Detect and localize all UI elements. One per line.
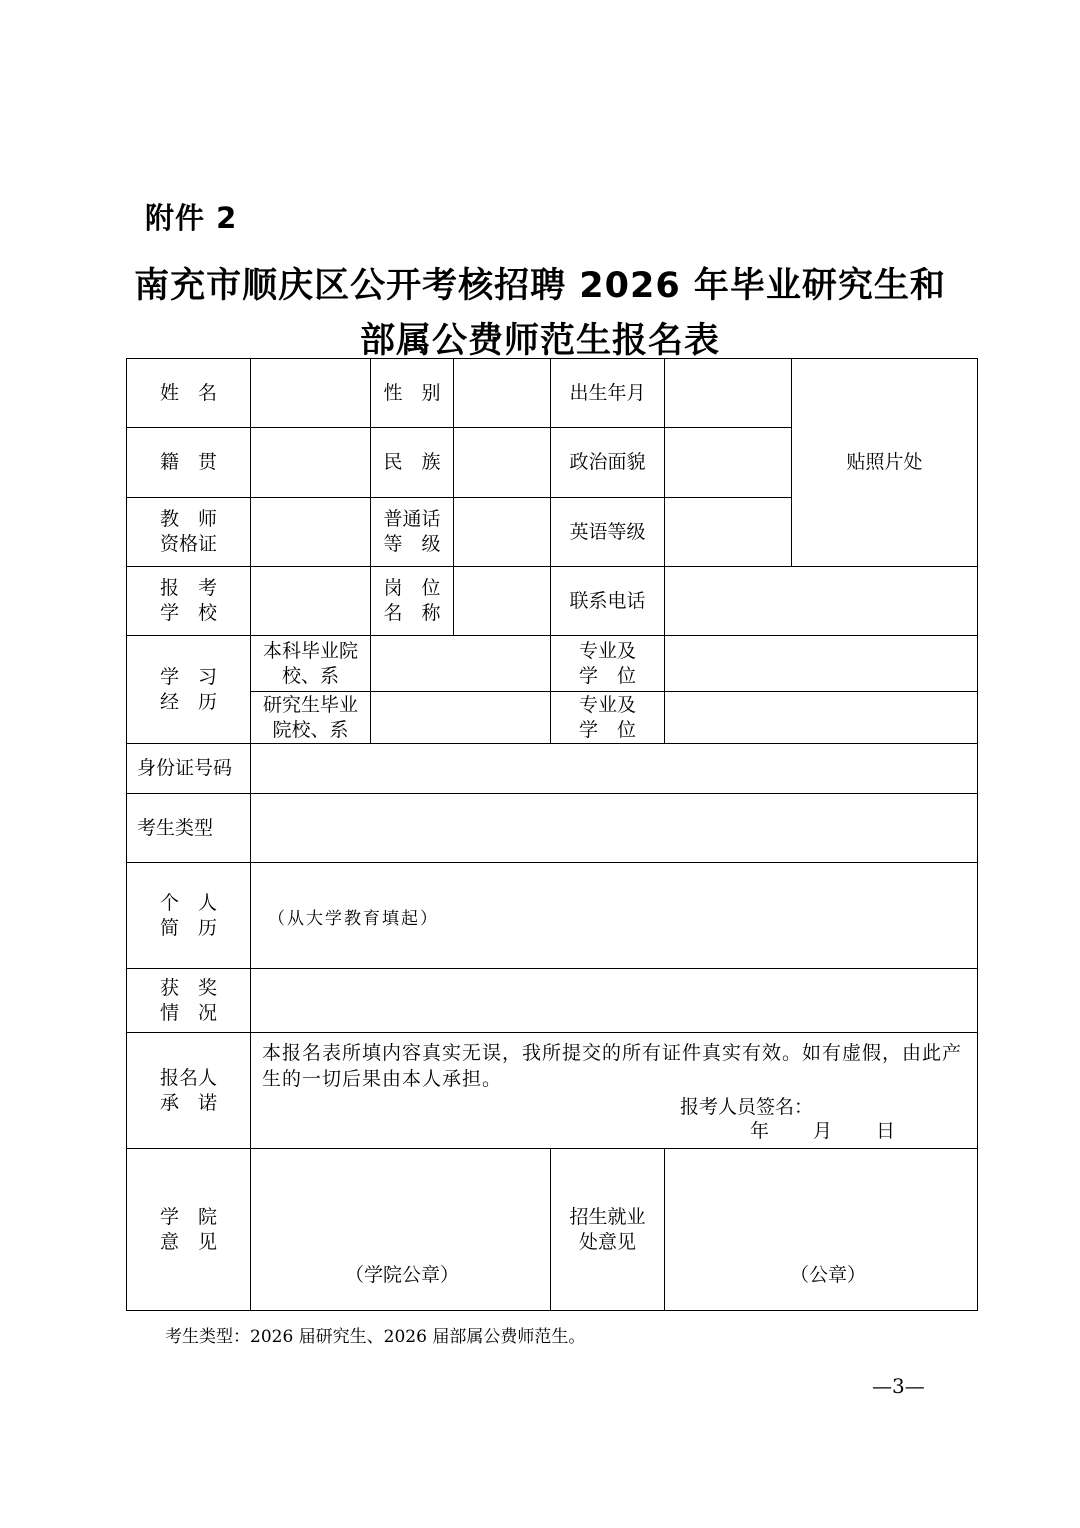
college-seal-label: （学院公章） xyxy=(345,1264,460,1286)
grad-label-cell: 研究生毕业 院校、系 xyxy=(250,691,371,744)
employment-opinion-label-cell: 招生就业 处意见 xyxy=(550,1148,665,1311)
awards-input[interactable] xyxy=(250,968,978,1033)
mandarin-label-cell: 普通话 等 级 xyxy=(370,497,454,567)
native-place-input[interactable] xyxy=(250,427,371,498)
phone-label-cell: 联系电话 xyxy=(550,566,665,636)
resume-hint: （从大学教育填起） xyxy=(268,909,439,929)
phone-input[interactable] xyxy=(664,566,978,636)
major1-input[interactable] xyxy=(664,635,978,692)
study-label-cell: 学 习 经 历 xyxy=(126,635,251,744)
teacher-cert-label-cell: 教 师 资格证 xyxy=(126,497,251,567)
native-place-label-cell: 籍 贯 xyxy=(126,427,251,498)
gender-input[interactable] xyxy=(453,358,551,428)
footnote: 考生类型：2026 届研究生、2026 届部属公费师范生。 xyxy=(165,1327,586,1347)
major2-input[interactable] xyxy=(664,691,978,744)
form-title-line2: 部属公费师范生报名表 xyxy=(359,321,720,361)
employment-seal-label: （公章） xyxy=(790,1264,867,1286)
name-label-cell: 姓 名 xyxy=(126,358,251,428)
position-input[interactable] xyxy=(453,566,551,636)
name-input[interactable] xyxy=(250,358,371,428)
photo-area[interactable]: 贴照片处 xyxy=(791,358,978,567)
major2-label-cell: 专业及 学 位 xyxy=(550,691,665,744)
grad-input[interactable] xyxy=(370,691,551,744)
english-label-cell: 英语等级 xyxy=(550,497,665,567)
resume-label-cell: 个 人 简 历 xyxy=(126,862,251,969)
undergrad-input[interactable] xyxy=(370,635,551,692)
school-applied-label-cell: 报 考 学 校 xyxy=(126,566,251,636)
signature-label: 报考人员签名： xyxy=(680,1096,814,1118)
undergrad-label-cell: 本科毕业院 校、系 xyxy=(250,635,371,692)
awards-label-cell: 获 奖 情 况 xyxy=(126,968,251,1033)
political-input[interactable] xyxy=(664,427,792,498)
promise-label-cell: 报名人 承 诺 xyxy=(126,1032,251,1149)
page-number: —3— xyxy=(872,1374,925,1398)
major1-label-cell: 专业及 学 位 xyxy=(550,635,665,692)
id-number-label-cell: 身份证号码 xyxy=(126,743,251,794)
english-input[interactable] xyxy=(664,497,792,567)
birth-input[interactable] xyxy=(664,358,792,428)
candidate-type-label-cell: 考生类型 xyxy=(126,793,251,863)
teacher-cert-input[interactable] xyxy=(250,497,371,567)
ethnicity-input[interactable] xyxy=(453,427,551,498)
ethnicity-label-cell: 民 族 xyxy=(370,427,454,498)
birth-label-cell: 出生年月 xyxy=(550,358,665,428)
candidate-type-input[interactable] xyxy=(250,793,978,863)
college-opinion-label-cell: 学 院 意 见 xyxy=(126,1148,251,1311)
school-applied-input[interactable] xyxy=(250,566,371,636)
signature-date: 年 月 日 xyxy=(750,1120,898,1142)
id-number-input[interactable] xyxy=(250,743,978,794)
attachment-label: 附件 2 xyxy=(145,201,238,235)
mandarin-input[interactable] xyxy=(453,497,551,567)
political-label-cell: 政治面貌 xyxy=(550,427,665,498)
gender-label-cell: 性 别 xyxy=(370,358,454,428)
form-title-line1: 南充市顺庆区公开考核招聘 2026 年毕业研究生和 xyxy=(134,266,946,306)
position-label-cell: 岗 位 名 称 xyxy=(370,566,454,636)
promise-text: 本报名表所填内容真实无误，我所提交的所有证件真实有效。如有虚假，由此产生的一切后果由本人承担。 xyxy=(262,1042,963,1090)
